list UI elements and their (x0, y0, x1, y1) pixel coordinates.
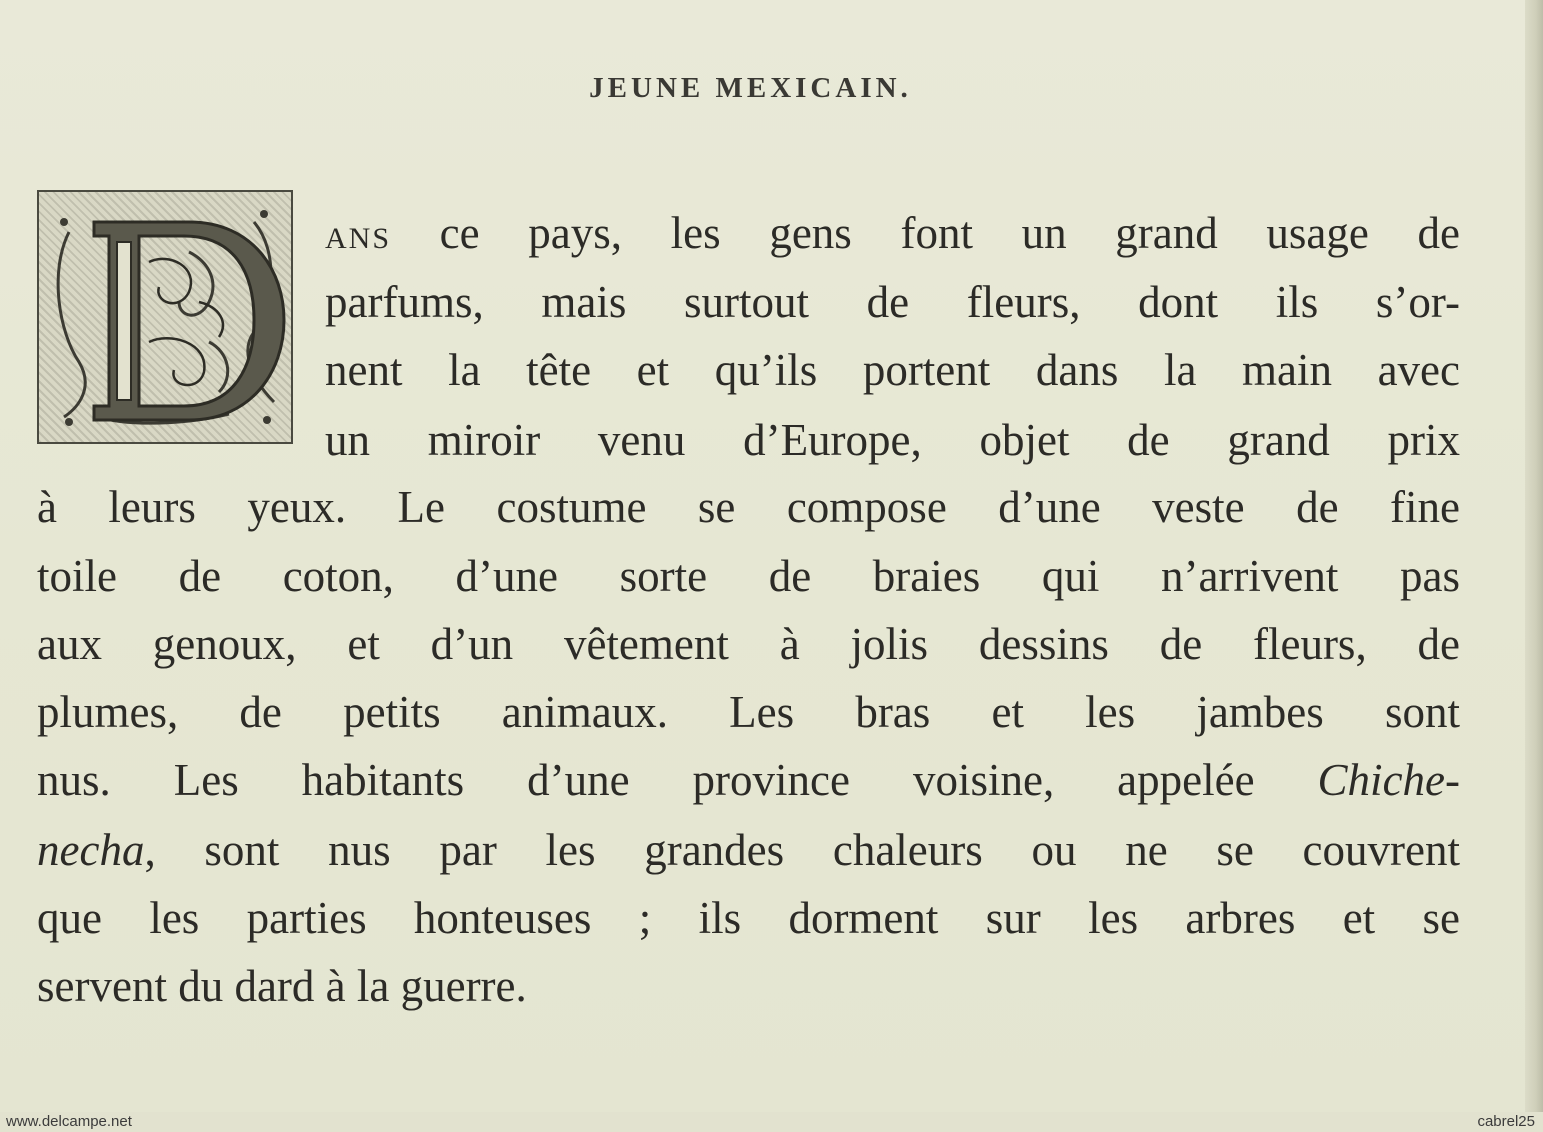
page-title (0, 72, 1543, 105)
page-edge (1525, 0, 1543, 1132)
text-line: plumes, de petits animaux. Les bras et les jambes sont (37, 687, 1460, 737)
ornamental-drop-cap (37, 190, 293, 444)
watermark-left: www.delcampe.net (6, 1113, 132, 1130)
italic-place-name: necha (37, 825, 145, 875)
text-line: aux genoux, et d’un vêtement à jolis dessins de fleurs, de (37, 619, 1460, 669)
text-line: nus. Les habitants d’une province voisine, appelée Chiche- (37, 755, 1460, 805)
drop-cap-ornament-icon (39, 192, 291, 442)
italic-place-name: Chiche- (1317, 755, 1460, 805)
text-line: à leurs yeux. Le costume se compose d’une veste de fine (37, 482, 1460, 532)
watermark-right: cabrel25 (1477, 1113, 1535, 1130)
drop-cap-continuation: ANS (325, 222, 392, 255)
page-title-text: JEUNE MEXICAIN. (589, 72, 912, 104)
text-line: servent du dard à la guerre. (37, 961, 527, 1011)
text-line: toile de coton, d’une sorte de braies qui n’arrivent pas (37, 551, 1460, 601)
text-line: parfums, mais surtout de fleurs, dont ils s’or- (325, 277, 1460, 327)
text-line: que les parties honteuses ; ils dorment sur les arbres et se (37, 893, 1460, 943)
text-line: ANS ce pays, les gens font un grand usage de (325, 208, 1460, 258)
text-line: nent la tête et qu’ils portent dans la main avec (325, 345, 1460, 395)
bottom-strip (0, 1112, 1543, 1132)
text-line: necha, sont nus par les grandes chaleurs ou ne se couvrent (37, 825, 1460, 875)
text-line: un miroir venu d’Europe, objet de grand prix (325, 415, 1460, 465)
